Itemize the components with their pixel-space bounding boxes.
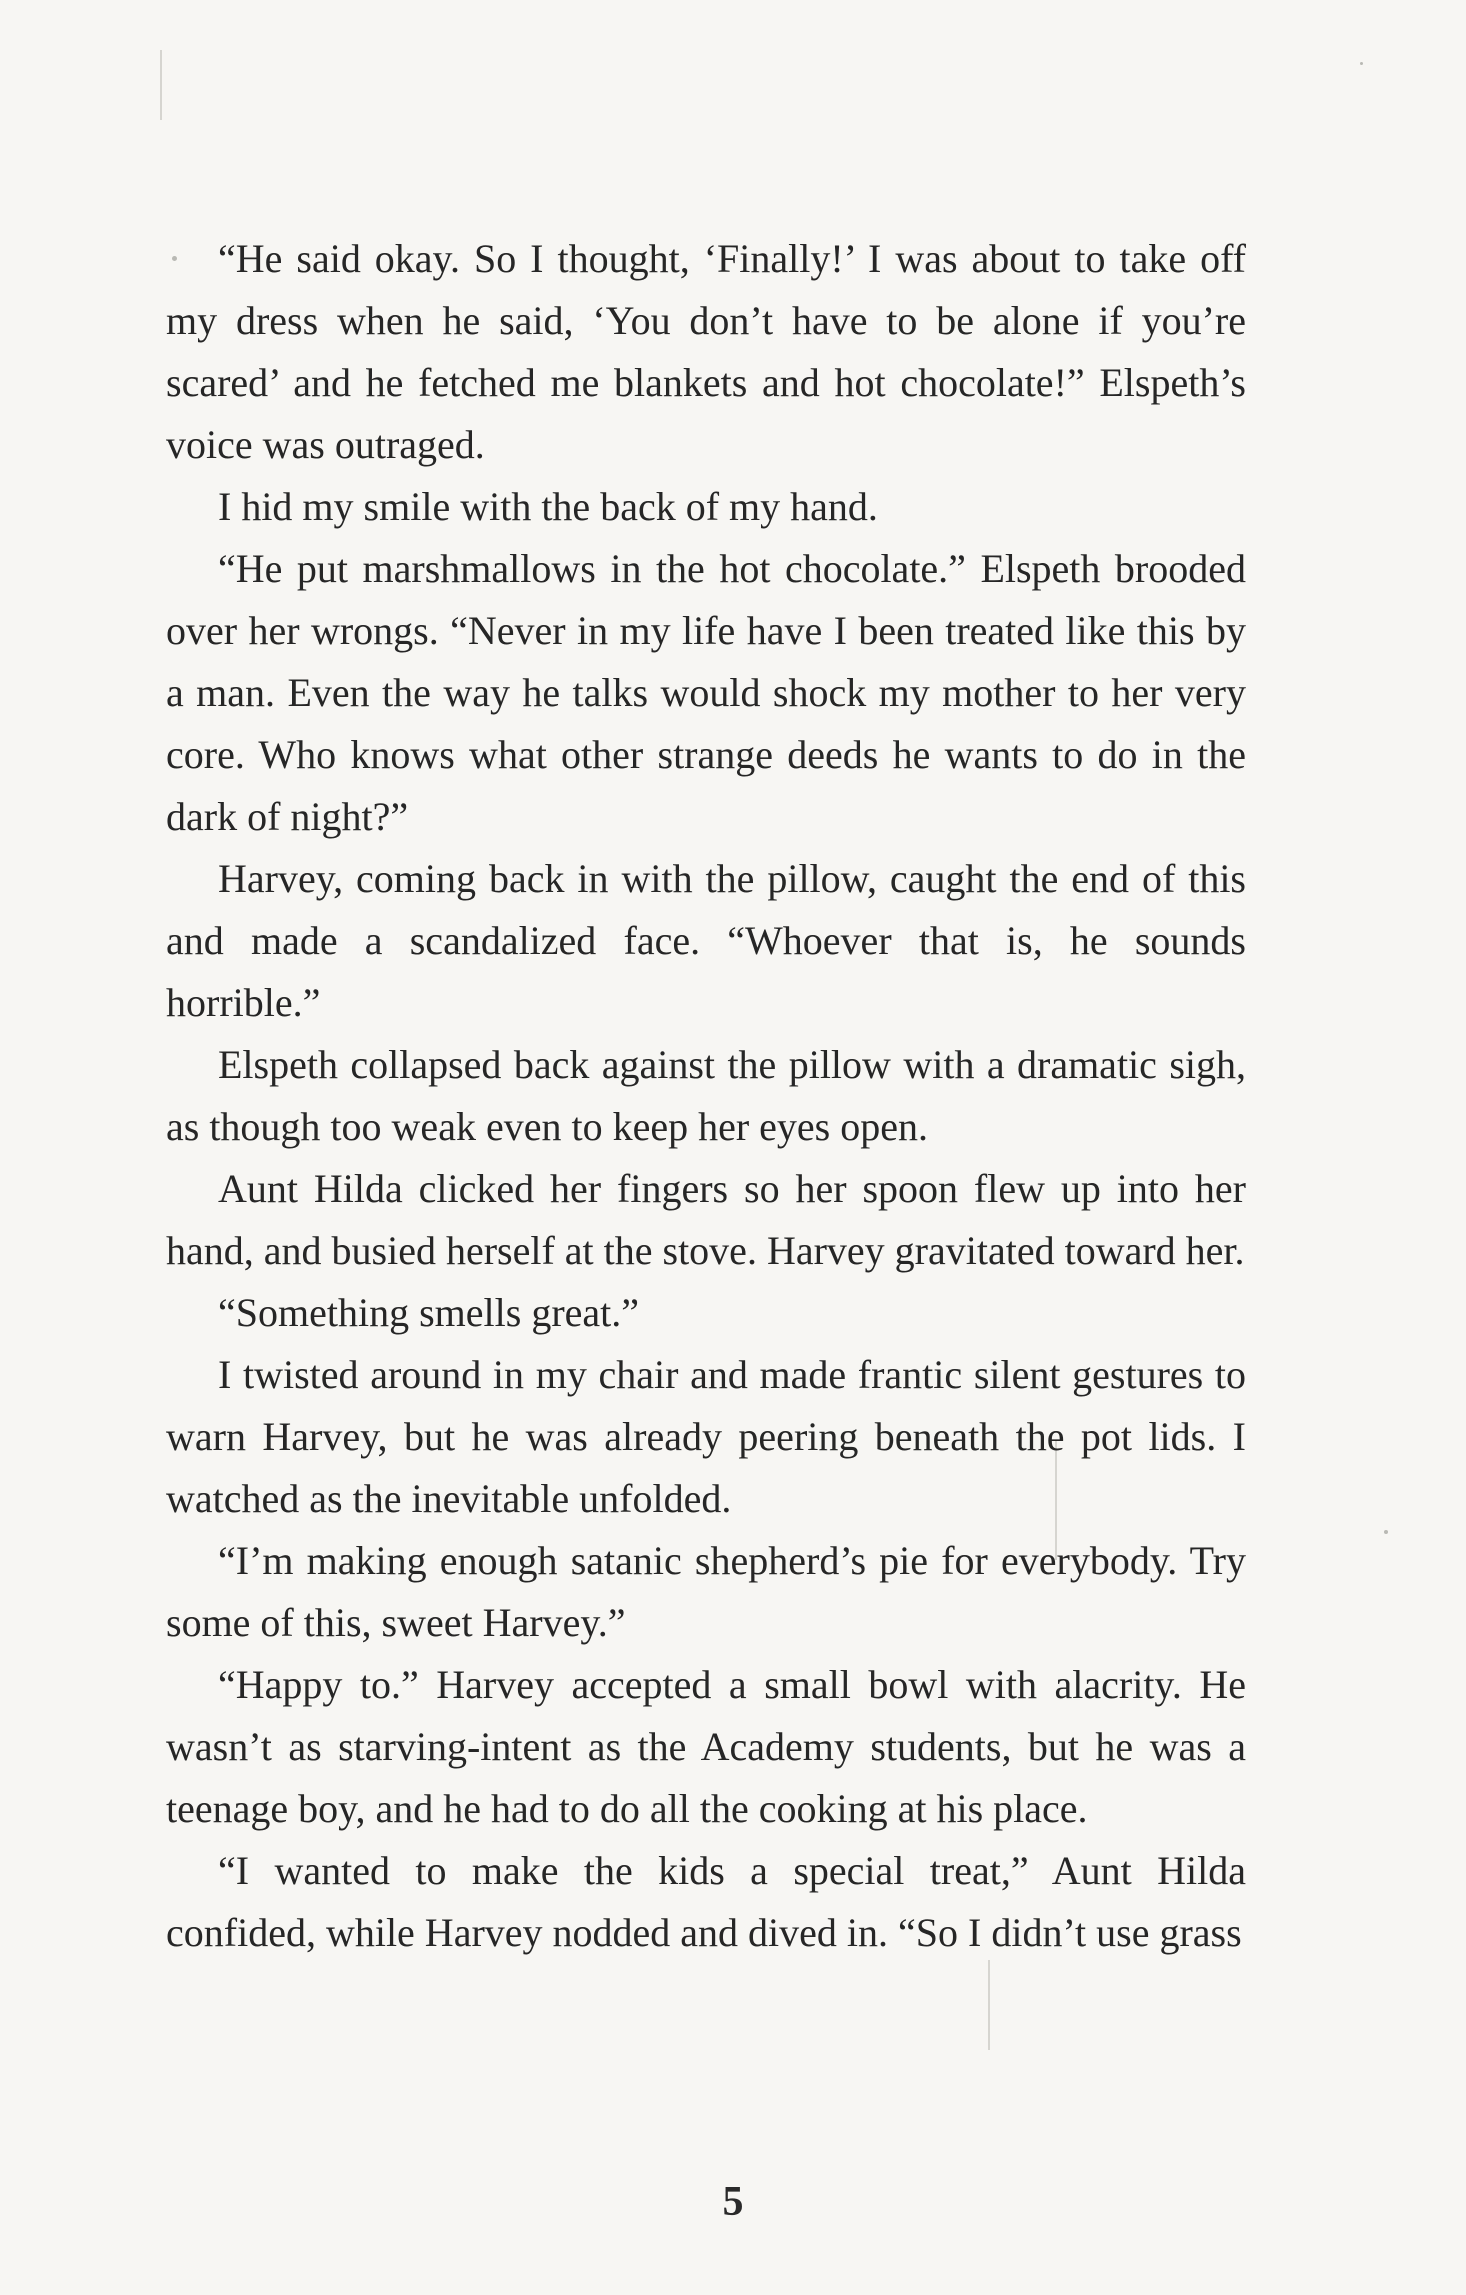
paragraph: Aunt Hilda clicked her fingers so her spoon flew up into her hand, and busied herself at the stove. Harvey gravitated toward her.: [166, 1166, 1246, 1273]
paragraph: Elspeth collapsed back against the pillow with a dramatic sigh, as though too weak even to keep her eyes open.: [166, 1042, 1246, 1149]
paragraph: “He said okay. So I thought, ‘Finally!’ I was about to take off my dress when he said, ‘You don’t have to be alone if you’re scared’ and he fetched me blankets and hot chocolate!” Elspeth’s voice was outraged.: [166, 236, 1246, 467]
paragraph: Harvey, coming back in with the pillow, caught the end of this and made a scandalized face. “Whoever that is, he sounds horrible.”: [166, 856, 1246, 1025]
scan-line-mark: [160, 50, 162, 120]
paragraph: “I’m making enough satanic shepherd’s pie for everybody. Try some of this, sweet Harvey.”: [166, 1538, 1246, 1645]
scan-speck: [1384, 1530, 1388, 1534]
scan-speck: [1360, 62, 1363, 65]
paragraph: I hid my smile with the back of my hand.: [218, 484, 878, 529]
paragraph: “Happy to.” Harvey accepted a small bowl with alacrity. He wasn’t as starving-intent as the Academy students, but he was a teenage boy, and he had to do all the cooking at his place.: [166, 1662, 1246, 1831]
scan-line-mark: [988, 1960, 990, 2050]
paragraph: I twisted around in my chair and made frantic silent gestures to warn Harvey, but he was already peering beneath the pot lids. I watched as the inevitable unfolded.: [166, 1352, 1246, 1521]
page-number: 5: [722, 2179, 744, 2225]
paragraph: “Something smells great.”: [218, 1290, 640, 1335]
body-text: [166, 228, 1246, 1964]
paragraph: “He put marshmallows in the hot chocolate.” Elspeth brooded over her wrongs. “Never in my life have I been treated like this by a man. Even the way he talks would shock my mother to her very core. Who knows what other strange deeds he wants to do in the dark of night?”: [166, 546, 1246, 839]
paragraph: “I wanted to make the kids a special treat,” Aunt Hilda confided, while Harvey nodded and dived in. “So I didn’t use grass: [166, 1848, 1246, 1955]
